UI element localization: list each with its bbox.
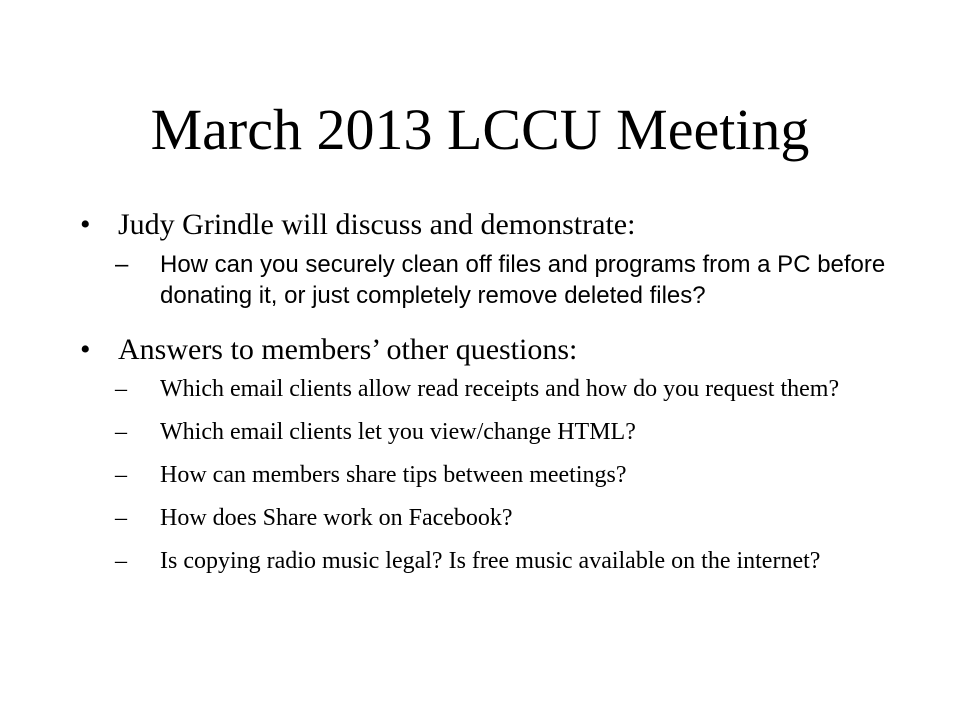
sub-item-text: Is copying radio music legal? Is free music available on the internet? xyxy=(160,548,821,574)
sub-list xyxy=(80,374,900,577)
bullet-text: Answers to members’ other questions: xyxy=(118,333,578,366)
sub-item xyxy=(80,460,900,491)
sub-item-text: How does Share work on Facebook? xyxy=(160,505,513,531)
sub-item xyxy=(80,546,900,577)
sub-item xyxy=(80,249,900,311)
slide-title: March 2013 LCCU Meeting xyxy=(150,97,810,162)
bullet-item xyxy=(80,205,900,245)
dash-icon: – xyxy=(115,548,127,574)
sub-item xyxy=(80,374,900,405)
sub-item xyxy=(80,417,900,448)
sub-item-text: How can you securely clean off files and programs from a PC before donating it, or just completely remove deleted files? xyxy=(160,251,886,309)
bullet-item xyxy=(80,330,900,370)
dash-icon: – xyxy=(115,505,127,531)
sub-item-text: Which email clients let you view/change HTML? xyxy=(160,419,636,445)
dash-icon: – xyxy=(115,251,129,278)
dash-icon: – xyxy=(115,376,127,402)
slide-content xyxy=(80,205,900,589)
sub-list xyxy=(80,249,900,311)
sub-item-text: How can members share tips between meetings? xyxy=(160,462,627,488)
sub-item xyxy=(80,503,900,534)
bullet-icon: • xyxy=(80,208,91,241)
bullet-icon: • xyxy=(80,333,91,366)
dash-icon: – xyxy=(115,419,127,445)
sub-item-text: Which email clients allow read receipts and how do you request them? xyxy=(160,376,840,402)
bullet-text: Judy Grindle will discuss and demonstrate: xyxy=(118,208,636,241)
dash-icon: – xyxy=(115,462,127,488)
